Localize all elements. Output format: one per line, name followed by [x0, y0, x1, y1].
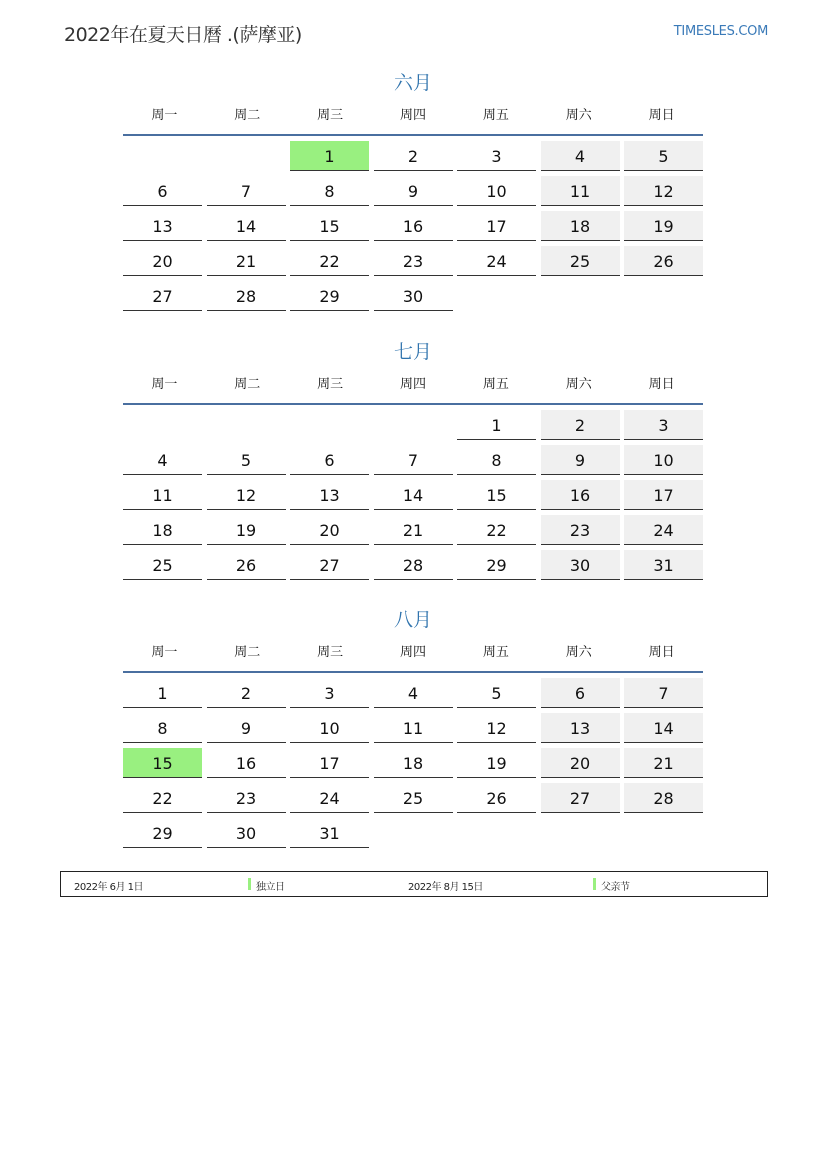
legend-swatch-2: [593, 878, 596, 890]
weekday-fri: 周五: [482, 108, 509, 123]
day-cell[interactable]: 15: [457, 480, 536, 510]
day-cell[interactable]: 23: [374, 246, 453, 276]
weekday-sat: 周六: [565, 645, 592, 660]
day-cell[interactable]: 21: [374, 515, 453, 545]
day-cell[interactable]: 11: [541, 176, 620, 206]
day-cell[interactable]: 12: [624, 176, 703, 206]
day-cell[interactable]: 13: [290, 480, 369, 510]
day-cell[interactable]: 14: [374, 480, 453, 510]
empty-cell: [290, 410, 369, 440]
day-cell[interactable]: 16: [541, 480, 620, 510]
day-cell[interactable]: 5: [207, 445, 286, 475]
empty-cell: [207, 410, 286, 440]
weekday-tue: 周二: [234, 645, 261, 660]
page-title: 2022年在夏天日曆 .(萨摩亚): [64, 24, 302, 46]
weekday-thu: 周四: [400, 377, 427, 392]
day-cell[interactable]: 7: [624, 678, 703, 708]
day-cell[interactable]: 20: [290, 515, 369, 545]
legend-date-2: 2022年 8月 15日: [408, 882, 483, 893]
month-august: [123, 607, 703, 848]
day-cell[interactable]: 7: [374, 445, 453, 475]
day-cell[interactable]: 28: [207, 281, 286, 311]
day-cell[interactable]: 12: [457, 713, 536, 743]
day-cell[interactable]: 26: [624, 246, 703, 276]
weekday-wed: 周三: [317, 108, 344, 123]
day-cell[interactable]: 14: [624, 713, 703, 743]
day-cell[interactable]: 30: [374, 281, 453, 311]
day-cell[interactable]: 1: [290, 141, 369, 171]
weekday-wed: 周三: [317, 377, 344, 392]
day-cell[interactable]: 22: [290, 246, 369, 276]
weekday-sun: 周日: [648, 108, 675, 123]
day-cell[interactable]: 1: [123, 678, 202, 708]
day-cell[interactable]: 31: [624, 550, 703, 580]
day-cell[interactable]: 3: [624, 410, 703, 440]
weekday-sun: 周日: [648, 645, 675, 660]
legend-swatch-1: [248, 878, 251, 890]
day-cell[interactable]: 29: [123, 818, 202, 848]
legend-name-2: 父亲节: [601, 882, 630, 893]
day-cell[interactable]: 15: [123, 748, 202, 778]
day-cell[interactable]: 30: [541, 550, 620, 580]
day-cell[interactable]: 29: [457, 550, 536, 580]
weekday-header: [123, 643, 703, 673]
day-cell[interactable]: 24: [290, 783, 369, 813]
weekday-thu: 周四: [400, 108, 427, 123]
day-cell[interactable]: 28: [374, 550, 453, 580]
day-cell[interactable]: 25: [541, 246, 620, 276]
day-cell[interactable]: 28: [624, 783, 703, 813]
empty-cell: [207, 141, 286, 171]
weekday-mon: 周一: [151, 377, 178, 392]
day-cell[interactable]: 17: [624, 480, 703, 510]
weekday-header: [123, 375, 703, 405]
empty-cell: [123, 410, 202, 440]
day-cell[interactable]: 11: [374, 713, 453, 743]
day-cell[interactable]: 4: [123, 445, 202, 475]
weekday-header: [123, 106, 703, 136]
weekday-mon: 周一: [151, 645, 178, 660]
day-cell[interactable]: 2: [374, 141, 453, 171]
day-cell[interactable]: 30: [207, 818, 286, 848]
day-cell[interactable]: 10: [457, 176, 536, 206]
day-cell[interactable]: 5: [624, 141, 703, 171]
day-cell[interactable]: 16: [374, 211, 453, 241]
day-cell[interactable]: 6: [290, 445, 369, 475]
site-link[interactable]: TIMESLES.COM: [673, 24, 768, 39]
day-cell[interactable]: 27: [123, 281, 202, 311]
day-cell[interactable]: 14: [207, 211, 286, 241]
day-grid: [123, 410, 703, 580]
day-cell[interactable]: 31: [290, 818, 369, 848]
day-cell[interactable]: 27: [541, 783, 620, 813]
day-cell[interactable]: 4: [541, 141, 620, 171]
legend-name-1: 独立日: [256, 882, 285, 893]
day-cell[interactable]: 25: [123, 550, 202, 580]
month-title: 七月: [393, 341, 432, 363]
day-grid: [123, 141, 703, 311]
day-cell[interactable]: 8: [290, 176, 369, 206]
weekday-mon: 周一: [151, 108, 178, 123]
weekday-sat: 周六: [565, 108, 592, 123]
day-cell[interactable]: 26: [207, 550, 286, 580]
day-cell[interactable]: 2: [207, 678, 286, 708]
day-cell[interactable]: 25: [374, 783, 453, 813]
weekday-fri: 周五: [482, 377, 509, 392]
day-cell[interactable]: 26: [457, 783, 536, 813]
day-cell[interactable]: 29: [290, 281, 369, 311]
month-july: [123, 339, 703, 580]
day-cell[interactable]: 9: [374, 176, 453, 206]
day-cell[interactable]: 3: [290, 678, 369, 708]
legend-date-1: 2022年 6月 1日: [74, 882, 144, 893]
weekday-sat: 周六: [565, 377, 592, 392]
month-title: 八月: [393, 609, 432, 631]
day-cell[interactable]: 19: [207, 515, 286, 545]
day-cell[interactable]: 5: [457, 678, 536, 708]
day-cell[interactable]: 18: [541, 211, 620, 241]
day-cell[interactable]: 20: [541, 748, 620, 778]
day-cell[interactable]: 9: [207, 713, 286, 743]
day-cell[interactable]: 16: [207, 748, 286, 778]
day-cell[interactable]: 6: [541, 678, 620, 708]
day-cell[interactable]: 24: [624, 515, 703, 545]
day-cell[interactable]: 22: [457, 515, 536, 545]
day-cell[interactable]: 2: [541, 410, 620, 440]
day-cell[interactable]: 27: [290, 550, 369, 580]
month-title: 六月: [393, 72, 432, 94]
day-cell[interactable]: 19: [624, 211, 703, 241]
day-cell[interactable]: 8: [123, 713, 202, 743]
weekday-tue: 周二: [234, 377, 261, 392]
day-cell[interactable]: 15: [290, 211, 369, 241]
day-cell[interactable]: 13: [541, 713, 620, 743]
day-cell[interactable]: 9: [541, 445, 620, 475]
day-cell[interactable]: 21: [624, 748, 703, 778]
day-cell[interactable]: 1: [457, 410, 536, 440]
weekday-thu: 周四: [400, 645, 427, 660]
day-cell[interactable]: 10: [624, 445, 703, 475]
day-cell[interactable]: 18: [123, 515, 202, 545]
empty-cell: [123, 141, 202, 171]
day-cell[interactable]: 13: [123, 211, 202, 241]
day-cell[interactable]: 3: [457, 141, 536, 171]
weekday-sun: 周日: [648, 377, 675, 392]
day-cell[interactable]: 21: [207, 246, 286, 276]
day-cell[interactable]: 11: [123, 480, 202, 510]
day-cell[interactable]: 8: [457, 445, 536, 475]
day-cell[interactable]: 17: [457, 211, 536, 241]
weekday-tue: 周二: [234, 108, 261, 123]
day-cell[interactable]: 22: [123, 783, 202, 813]
holiday-legend: [60, 871, 768, 897]
day-cell[interactable]: 20: [123, 246, 202, 276]
day-cell[interactable]: 23: [541, 515, 620, 545]
weekday-fri: 周五: [482, 645, 509, 660]
day-cell[interactable]: 24: [457, 246, 536, 276]
day-cell[interactable]: 4: [374, 678, 453, 708]
day-cell[interactable]: 7: [207, 176, 286, 206]
day-cell[interactable]: 23: [207, 783, 286, 813]
day-grid: [123, 678, 703, 848]
month-june: [123, 70, 703, 311]
day-cell[interactable]: 12: [207, 480, 286, 510]
day-cell[interactable]: 10: [290, 713, 369, 743]
empty-cell: [374, 410, 453, 440]
weekday-wed: 周三: [317, 645, 344, 660]
day-cell[interactable]: 18: [374, 748, 453, 778]
day-cell[interactable]: 6: [123, 176, 202, 206]
day-cell[interactable]: 17: [290, 748, 369, 778]
day-cell[interactable]: 19: [457, 748, 536, 778]
